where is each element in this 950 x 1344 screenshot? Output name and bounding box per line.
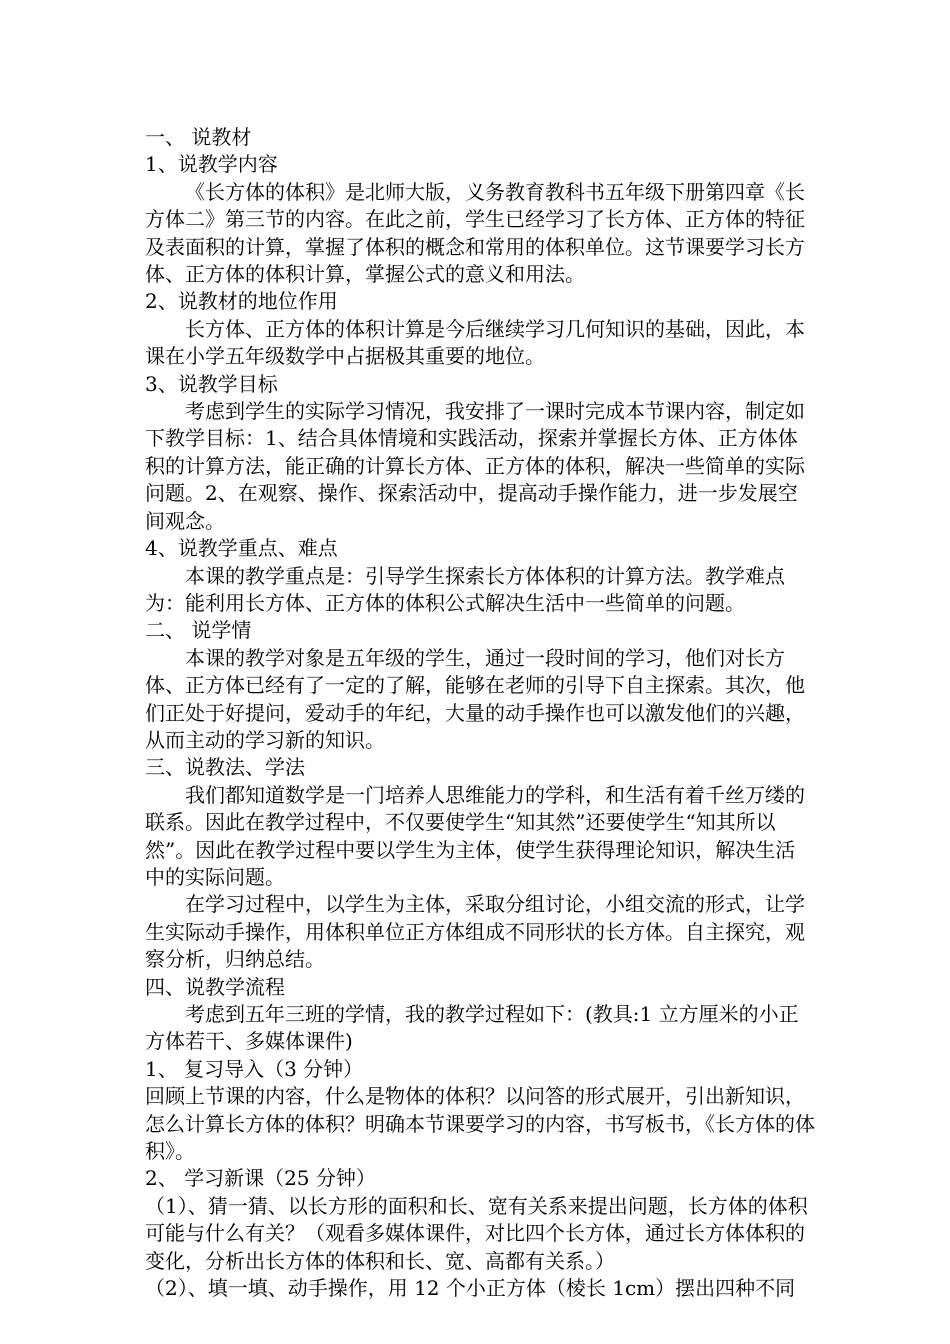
subheading-teaching-goals: 3、说教学目标 [145, 371, 278, 396]
step-review: 1、 复习导入（3 分钟） [145, 1056, 364, 1081]
subheading-textbook-role: 2、说教材的地位作用 [145, 289, 338, 314]
paragraph-teaching-goals: 考虑到学生的实际学习情况，我安排了一课时完成本节课内容，制定如下教学目标：1、结合具体情境和实践活动，探索并掌握长方体、正方体体积的计算方法，能正确的计算长方体、正方体的体积，解决一些简单的实际问题。2、在观察、操作、探索活动中，提高动手操作能力，进一步发展空间观念。 [145, 399, 805, 533]
section-heading-textbook: 一、 说教材 [145, 125, 252, 149]
paragraph-review: 回顾上节课的内容，什么是物体的体积？以问答的形式展开，引出新知识，怎么计算长方体的体积？明确本节课要学习的内容，书写板书，《长方体的体积》。 [145, 1084, 815, 1164]
paragraph-guess: （1）、猜一猜、以长方形的面积和长、宽有关系来提出问题，长方体的体积可能与什么有关？（观看多媒体课件，对比四个长方体，通过长方体体积的变化，分析出长方体的体积和长、宽、高都有关系。） [145, 1193, 808, 1273]
paragraph-process-intro: 考虑到五年三班的学情，我的教学过程如下：(教具:1 立方厘米的小正方体若干、多媒体课件) [145, 1002, 799, 1054]
paragraph-learners: 本课的教学对象是五年级的学生，通过一段时间的学习，他们对长方体、正方体已经有了一定的了解，能够在老师的引导下自主探索。其次，他们正处于好提问，爱动手的年纪，大量的动手操作也可以激发他们的兴趣，从而主动的学习新的知识。 [145, 645, 805, 752]
subheading-teaching-content: 1、说教学内容 [145, 152, 278, 177]
step-new-lesson: 2、 学习新课（25 分钟） [145, 1166, 376, 1191]
document-page [145, 124, 815, 1302]
section-heading-learners: 二、 说学情 [145, 618, 252, 643]
paragraph-key-points: 本课的教学重点是：引导学生探索长方体体积的计算方法。教学难点为：能利用长方体、正方体的体积公式解决生活中一些简单的问题。 [145, 563, 785, 615]
section-heading-methods: 三、说教法、学法 [145, 755, 305, 780]
subheading-key-points: 4、说教学重点、难点 [145, 536, 338, 561]
paragraph-fill: （2）、填一填、动手操作，用 12 个小正方体（棱长 1cm）摆出四种不同 [145, 1276, 796, 1301]
paragraph-methods-1: 我们都知道数学是一门培养人思维能力的学科，和生活有着千丝万缕的联系。因此在教学过程中，不仅要使学生“知其然”还要使学生“知其所以然”。因此在教学过程中要以学生为主体，使学生获得理论知识，解决生活中的实际问题。 [145, 782, 805, 889]
paragraph-methods-2: 在学习过程中，以学生为主体，采取分组讨论，小组交流的形式，让学生实际动手操作，用体积单位正方体组成不同形状的长方体。自主探究，观察分析，归纳总结。 [145, 892, 805, 972]
section-heading-process: 四、说教学流程 [145, 974, 285, 999]
paragraph-teaching-content: 《长方体的体积》是北师大版，义务教育教科书五年级下册第四章《长方体二》第三节的内容。在此之前，学生已经学习了长方体、正方体的特征及表面积的计算，掌握了体积的概念和常用的体积单位。这节课要学习长方体、正方体的体积计算，掌握公式的意义和用法。 [145, 179, 805, 287]
paragraph-textbook-role: 长方体、正方体的体积计算是今后继续学习几何知识的基础，因此，本课在小学五年级数学中占据极其重要的地位。 [145, 316, 805, 369]
